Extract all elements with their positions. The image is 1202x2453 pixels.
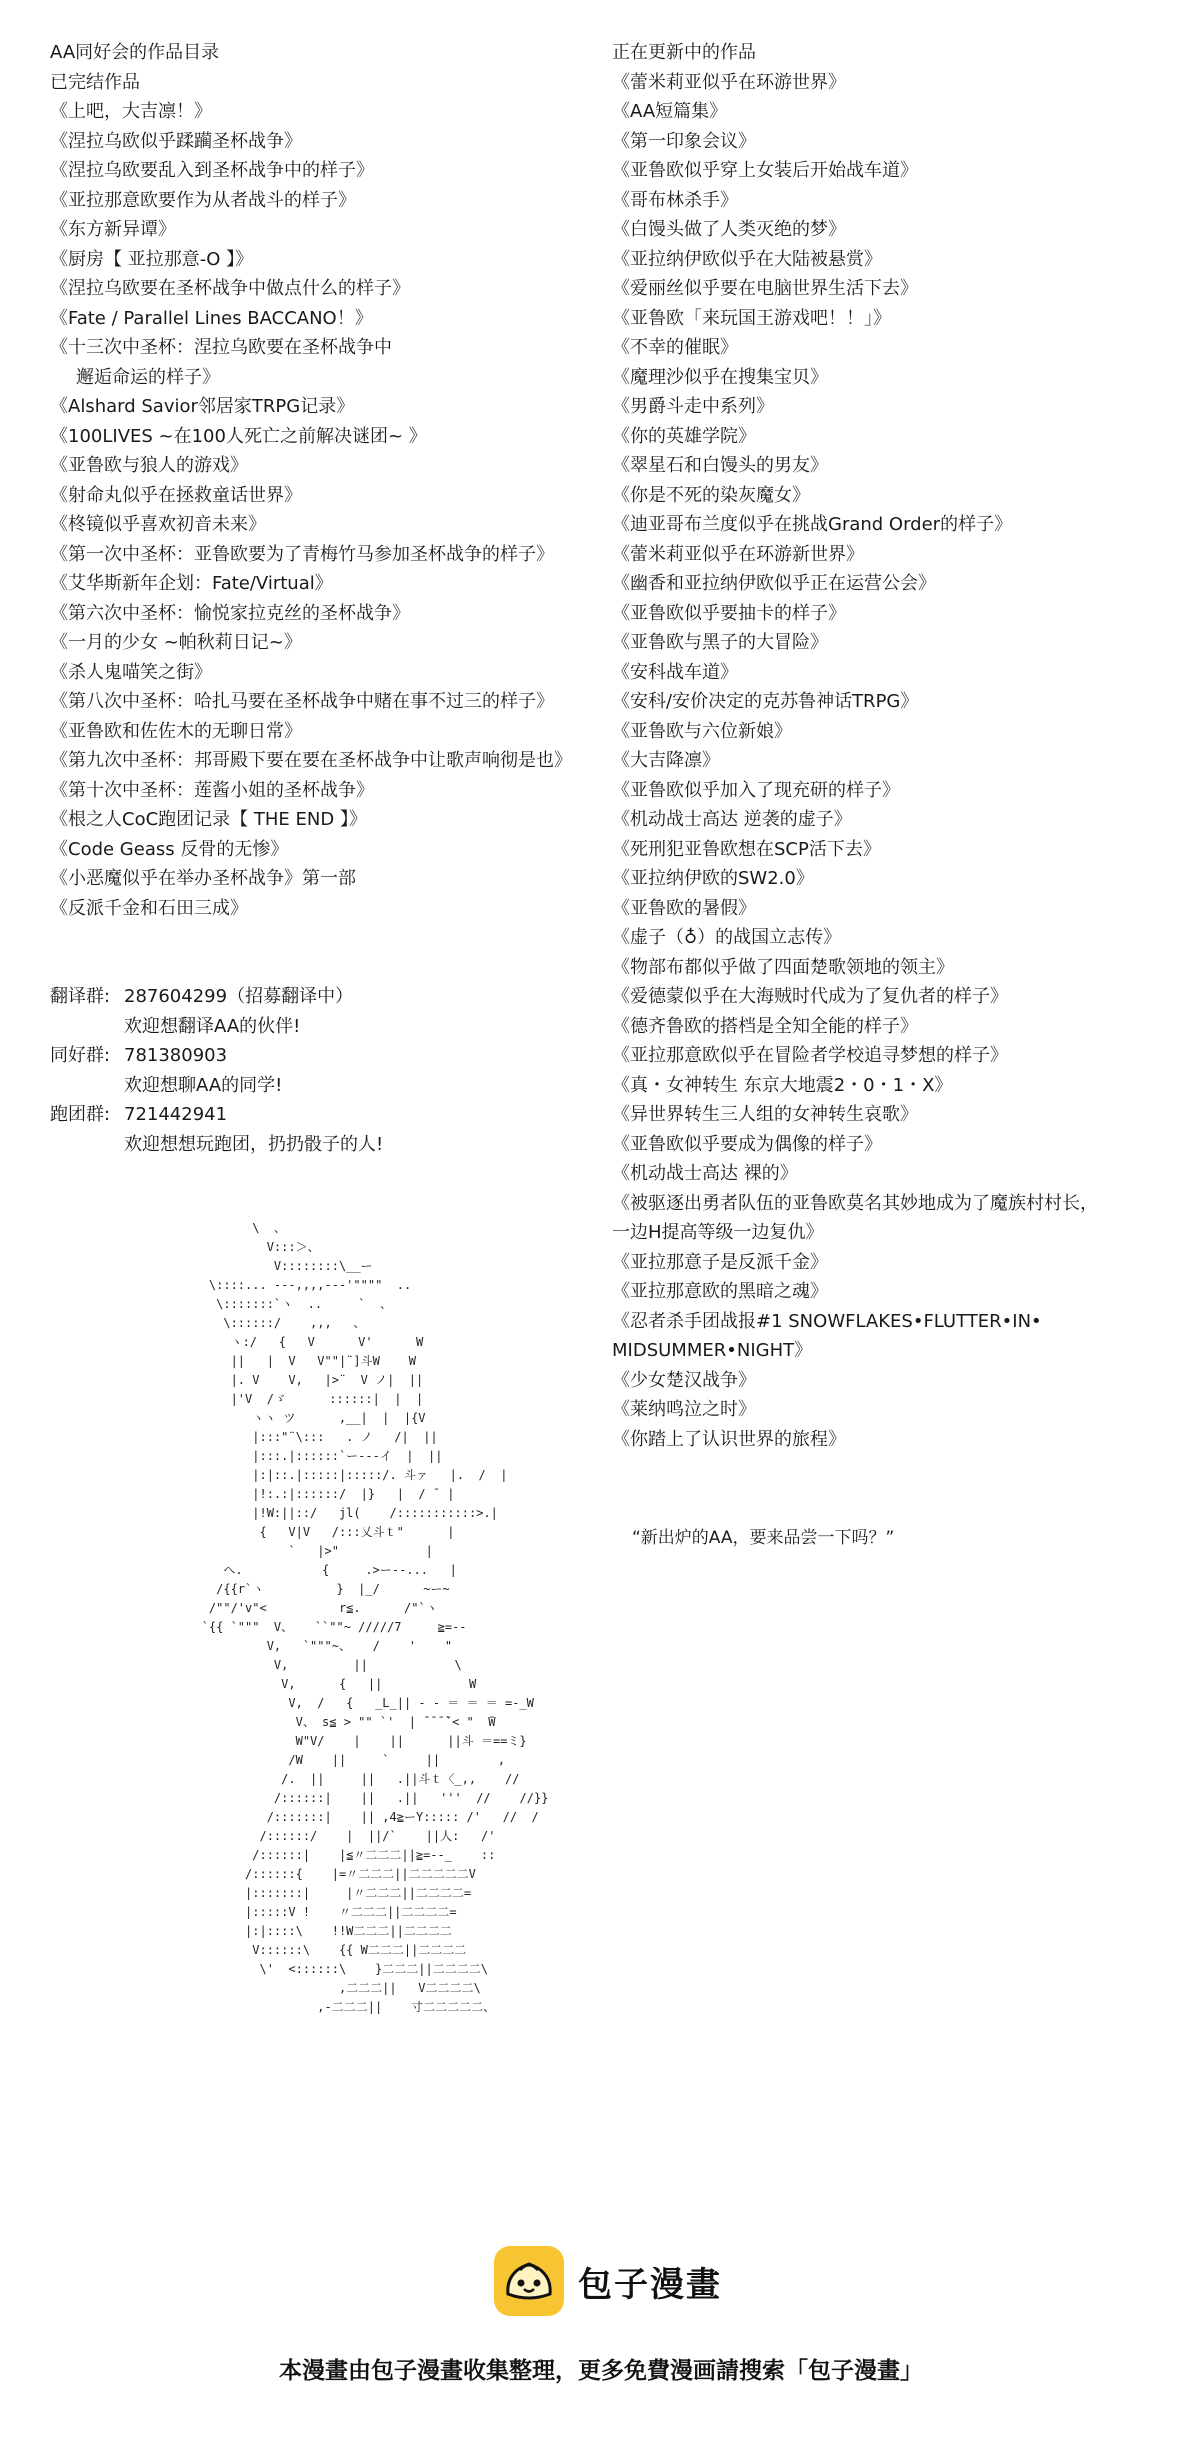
group-label: 同好群: bbox=[50, 1045, 111, 1066]
completed-work-item: 《亚拉那意欧要作为从者战斗的样子》 bbox=[50, 189, 356, 211]
speech-quote: “新出炉的AA，要来品尝一下吗？” bbox=[632, 1528, 895, 1548]
group-description: 欢迎想翻译AA的伙伴! bbox=[124, 1015, 301, 1037]
ascii-art-line: |. V V, |>¨ V ノ| || bbox=[180, 1373, 424, 1387]
completed-work-item: 《小恶魔似乎在举办圣杯战争》第一部 bbox=[50, 868, 356, 889]
ascii-art-line: W"V/ | || ||斗 ＝==ミ} bbox=[180, 1734, 527, 1748]
completed-section-title: 已完结作品 bbox=[50, 71, 140, 93]
ongoing-work-item: 《亚拉纳伊欧的SW2.0》 bbox=[612, 868, 814, 889]
group-row bbox=[50, 982, 383, 1012]
completed-work-item: 《上吧，大吉凛！》 bbox=[50, 101, 212, 122]
ongoing-work-item: 《亚拉纳伊欧似乎在大陆被悬赏》 bbox=[612, 248, 882, 270]
group-number[interactable]: 287604299（招募翻译中） bbox=[124, 986, 354, 1007]
ongoing-work-item: 《德齐鲁欧的搭档是全知全能的样子》 bbox=[612, 1015, 918, 1037]
ongoing-work-item: 《亚鲁欧似乎穿上女装后开始战车道》 bbox=[612, 160, 918, 181]
ascii-art-line: /:::::::| || ,4≧ーY::::: /' // / bbox=[180, 1810, 539, 1824]
ascii-art-line: V:::＞、 bbox=[180, 1240, 320, 1254]
completed-work-item: 《涅拉乌欧似乎蹂躏圣杯战争》 bbox=[50, 130, 302, 152]
ascii-art-line: V, || \ bbox=[180, 1658, 462, 1672]
ongoing-work-item: 《蕾米莉亚似乎在环游世界》 bbox=[612, 71, 846, 93]
ascii-art-line: V、 s≦ > "" `' | ̄ ̄ ̄ ̄`< " ̄W bbox=[180, 1715, 496, 1729]
completed-work-item: 《涅拉乌欧要在圣杯战争中做点什么的样子》 bbox=[50, 278, 410, 299]
completed-work-item: 《第九次中圣杯：邦哥殿下要在要在圣杯战争中让歌声响彻是也》 bbox=[50, 750, 572, 771]
ascii-art-line: ヽヽ ツ ,__| | |{V bbox=[180, 1411, 426, 1425]
catalog-title: AA同好会的作品目录 bbox=[50, 42, 220, 63]
group-description: 欢迎想聊AA的同学! bbox=[124, 1074, 283, 1096]
group-label: 翻译群: bbox=[50, 986, 111, 1007]
completed-work-item: 《射命丸似乎在拯救童话世界》 bbox=[50, 484, 302, 506]
ascii-art-line: /""/'v"< r≦. /"`ヽ bbox=[180, 1601, 438, 1615]
ascii-art-line: /. || || .||斗ｔ〈_,, // bbox=[180, 1772, 520, 1786]
ascii-art-line: \:::::::`ヽ .. ` 、 bbox=[180, 1297, 392, 1311]
ascii-art-illustration bbox=[180, 1218, 570, 2038]
completed-work-item: 《一月的少女 ~帕秋莉日记~》 bbox=[50, 632, 302, 653]
completed-work-item: 《Alshard Savior邻居家TRPG记录》 bbox=[50, 396, 355, 417]
ongoing-work-item: 《翠星石和白馒头的男友》 bbox=[612, 455, 828, 476]
completed-work-item: 《十三次中圣杯：涅拉乌欧要在圣杯战争中 bbox=[50, 337, 392, 358]
ongoing-work-item: 《第一印象会议》 bbox=[612, 130, 756, 152]
group-desc-row bbox=[50, 1012, 383, 1042]
ascii-art-line: \ 、 bbox=[180, 1221, 286, 1235]
completed-work-item: 《Code Geass 反骨的无惨》 bbox=[50, 838, 289, 860]
ongoing-work-item: 《机动战士高达 逆袭的虚子》 bbox=[612, 809, 852, 830]
ascii-art-line: |:::::::| |〃二二二||二二二二= bbox=[180, 1886, 472, 1900]
footer-logo[interactable] bbox=[494, 2246, 722, 2316]
group-desc-row bbox=[50, 1130, 383, 1160]
ascii-art-line: V, `"""~、 / ' " bbox=[180, 1639, 453, 1653]
ongoing-work-item: 《亚鲁欧与黑子的大冒险》 bbox=[612, 632, 828, 653]
completed-work-item: 《东方新异谭》 bbox=[50, 219, 176, 240]
ongoing-work-item: 《异世界转生三人组的女神转生哀歌》 bbox=[612, 1104, 918, 1125]
ongoing-work-item: 《死刑犯亚鲁欧想在SCP活下去》 bbox=[612, 838, 881, 860]
ongoing-work-item: 《男爵斗走中系列》 bbox=[612, 396, 774, 417]
completed-work-item: 《厨房【 亚拉那意-O 】》 bbox=[50, 248, 254, 270]
completed-work-item: 《100LIVES ~在100人死亡之前解决谜团~ 》 bbox=[50, 425, 427, 447]
completed-work-item: 《第一次中圣杯：亚鲁欧要为了青梅竹马参加圣杯战争的样子》 bbox=[50, 543, 554, 565]
completed-work-item: 《反派千金和石田三成》 bbox=[50, 897, 248, 919]
completed-work-item: 《第八次中圣杯：哈扎马要在圣杯战争中赌在事不过三的样子》 bbox=[50, 691, 554, 712]
ongoing-work-item: 《白馒头做了人类灭绝的梦》 bbox=[612, 219, 846, 240]
ascii-art-line: |:::.|::::::`ー‐‐‐イ | || bbox=[180, 1449, 443, 1463]
completed-work-item: 《第十次中圣杯：莲酱小姐的圣杯战争》 bbox=[50, 779, 374, 801]
ongoing-work-item: 《魔理沙似乎在搜集宝贝》 bbox=[612, 366, 828, 388]
ongoing-work-item: 《迪亚哥布兰度似乎在挑战Grand Order的样子》 bbox=[612, 514, 1013, 535]
ascii-art-line: /::::::| |≦〃二二二||≧=--_ :: bbox=[180, 1848, 496, 1862]
ascii-art-line: |:::"¨\::: . ノ /| || bbox=[180, 1430, 438, 1444]
completed-works-column bbox=[50, 38, 605, 923]
ongoing-work-item: 《AA短篇集》 bbox=[612, 101, 728, 122]
ongoing-work-item: 《爱德蒙似乎在大海贼时代成为了复仇者的样子》 bbox=[612, 986, 1008, 1007]
group-row bbox=[50, 1100, 383, 1130]
completed-work-item: 《亚鲁欧与狼人的游戏》 bbox=[50, 455, 248, 476]
ongoing-work-item: 《亚鲁欧似乎加入了现充研的样子》 bbox=[612, 779, 900, 801]
ongoing-work-item: 《亚拉那意欧似乎在冒险者学校追寻梦想的样子》 bbox=[612, 1045, 1008, 1066]
completed-work-item: 《涅拉乌欧要乱入到圣杯战争中的样子》 bbox=[50, 160, 374, 181]
completed-work-item: 《第六次中圣杯：愉悦家拉克丝的圣杯战争》 bbox=[50, 602, 410, 624]
group-label: 跑团群: bbox=[50, 1104, 111, 1125]
ascii-art-line: \::::... -‐‐,,,,---'"""" .. bbox=[180, 1278, 412, 1292]
ascii-art-line: ヽ:/ { V V' W bbox=[180, 1335, 424, 1349]
ongoing-work-item: 《莱纳鸣泣之时》 bbox=[612, 1399, 756, 1420]
ongoing-work-item: 《安科/安价决定的克苏鲁神话TRPG》 bbox=[612, 691, 919, 712]
ascii-art-line: { V|V /:::乂斗ｔ" | bbox=[180, 1525, 455, 1539]
ascii-art-line: /W || ` || , bbox=[180, 1753, 506, 1767]
group-number[interactable]: 781380903 bbox=[124, 1045, 228, 1066]
ascii-art-line: `{{ `""" V、 ``""~ /////7 ≧=-- bbox=[180, 1620, 467, 1634]
ascii-art-line: へ. { .>ー--... | bbox=[180, 1563, 457, 1577]
ongoing-work-item: 《爱丽丝似乎要在电脑世界生活下去》 bbox=[612, 278, 918, 299]
ongoing-work-item: 《你的英雄学院》 bbox=[612, 425, 756, 447]
ongoing-work-item: 一边H提高等级一边复仇》 bbox=[612, 1222, 824, 1243]
ongoing-work-item: 《少女楚汉战争》 bbox=[612, 1369, 756, 1391]
ascii-art-line: \' <::::::\ }二二二||二二二二\ bbox=[180, 1962, 488, 1976]
ongoing-work-item: 《安科战车道》 bbox=[612, 661, 738, 683]
ascii-art-line: V, { || W bbox=[180, 1677, 477, 1691]
ascii-art-line: |:::::V ! 〃二二二||二二二二= bbox=[180, 1905, 457, 1919]
ascii-art-line: V::::::\ {{ W二二二||二二二二 bbox=[180, 1943, 467, 1957]
ascii-art-line: \::::::/ ,,, 、 bbox=[180, 1316, 366, 1330]
ongoing-work-item: 《亚拉那意子是反派千金》 bbox=[612, 1251, 828, 1273]
ascii-art-line: |'V /ゞ ::::::| | | bbox=[180, 1392, 424, 1406]
ascii-art-line: |!:.:|::::::/ |} | / ̄ | bbox=[180, 1487, 455, 1501]
group-contact-list bbox=[50, 982, 383, 1159]
group-description: 欢迎想想玩跑团，扔扔骰子的人! bbox=[124, 1133, 384, 1155]
ascii-art-line: |!W:||::/ jl( /:::::::::::>.| bbox=[180, 1506, 498, 1520]
ascii-art-line: V, / { _L_|| - - ＝ ＝ ＝ =-_W bbox=[180, 1696, 534, 1710]
group-desc-row bbox=[50, 1071, 383, 1101]
ongoing-work-item: 《大吉降凛》 bbox=[612, 750, 720, 771]
ongoing-work-item: 《蕾米莉亚似乎在环游新世界》 bbox=[612, 543, 864, 565]
completed-work-item: 《根之人CoC跑团记录【 THE END 】》 bbox=[50, 809, 367, 830]
bun-logo-icon bbox=[494, 2246, 564, 2316]
footer-notice: 本漫畫由包子漫畫收集整理，更多免費漫画請搜索「包子漫畫」 bbox=[279, 2358, 923, 2384]
ongoing-work-item: 《真・女神转生 东京大地震2・0・1・X》 bbox=[612, 1074, 953, 1096]
completed-work-item: 《艾华斯新年企划：Fate/Virtual》 bbox=[50, 573, 333, 594]
ascii-art-line: V::::::::\__ー bbox=[180, 1259, 373, 1273]
ongoing-work-item: 《机动战士高达 裸的》 bbox=[612, 1163, 798, 1184]
ongoing-work-item: 《忍者杀手团战报#1 SNOWFLAKES•FLUTTER•IN• bbox=[612, 1310, 1042, 1332]
ascii-art-line: ` |>" | bbox=[180, 1544, 433, 1558]
ongoing-work-item: MIDSUMMER•NIGHT》 bbox=[612, 1340, 813, 1361]
completed-work-item: 《杀人鬼喵笑之街》 bbox=[50, 661, 212, 683]
ongoing-work-item: 《物部布都似乎做了四面楚歌领地的领主》 bbox=[612, 956, 954, 978]
ongoing-works-column bbox=[612, 38, 1172, 1454]
ongoing-work-item: 《虚子（♁）的战国立志传》 bbox=[612, 927, 842, 948]
ongoing-work-item: 《哥布林杀手》 bbox=[612, 189, 738, 211]
completed-work-item: 《Fate / Parallel Lines BACCANO！》 bbox=[50, 307, 373, 329]
ascii-art-line: /::::::{ |=〃二二二||二二二二二V bbox=[180, 1867, 476, 1881]
ascii-art-line: ,-二二二|| 寸二二二二二、 bbox=[180, 2000, 496, 2014]
ascii-art-line: /{{r`ヽ } |_/ ~ー~ bbox=[180, 1582, 450, 1596]
completed-work-item: 《柊镜似乎喜欢初音未来》 bbox=[50, 514, 266, 535]
ascii-art-line: || | V V""|¨]斗W W bbox=[180, 1354, 416, 1368]
completed-work-item: 邂逅命运的样子》 bbox=[76, 366, 220, 388]
ongoing-work-item: 《亚鲁欧似乎要抽卡的样子》 bbox=[612, 602, 846, 624]
ascii-art-line: |:|::::\ !!W二二二||二二二二 bbox=[180, 1924, 452, 1938]
ongoing-work-item: 《不幸的催眠》 bbox=[612, 337, 738, 358]
ongoing-work-item: 《幽香和亚拉纳伊欧似乎正在运营公会》 bbox=[612, 573, 936, 594]
ascii-art-line: /::::::/ | ||/` ||人: /' bbox=[180, 1829, 496, 1843]
ongoing-work-item: 《亚鲁欧与六位新娘》 bbox=[612, 720, 792, 742]
ongoing-work-item: 《被驱逐出勇者队伍的亚鲁欧莫名其妙地成为了魔族村村长， bbox=[612, 1192, 1098, 1214]
ongoing-section-title: 正在更新中的作品 bbox=[612, 42, 756, 63]
ongoing-work-item: 《你踏上了认识世界的旅程》 bbox=[612, 1428, 846, 1450]
ascii-art-line: |:|::.|:::::|:::::/. 斗ァ |. / | bbox=[180, 1468, 508, 1482]
completed-work-item: 《亚鲁欧和佐佐木的无聊日常》 bbox=[50, 720, 302, 742]
ascii-art-line: ,二二二|| V二二二二\ bbox=[180, 1981, 481, 1995]
ascii-art-line: /::::::| || .|| ''' // //}} bbox=[180, 1791, 549, 1805]
ongoing-work-item: 《亚拉那意欧的黑暗之魂》 bbox=[612, 1281, 828, 1302]
ongoing-work-item: 《亚鲁欧的暑假》 bbox=[612, 897, 756, 919]
group-number[interactable]: 721442941 bbox=[124, 1104, 228, 1125]
group-row bbox=[50, 1041, 383, 1071]
ongoing-work-item: 《你是不死的染灰魔女》 bbox=[612, 484, 810, 506]
ongoing-work-item: 《亚鲁欧似乎要成为偶像的样子》 bbox=[612, 1133, 882, 1155]
ongoing-work-item: 《亚鲁欧「来玩国王游戏吧！！」》 bbox=[612, 307, 891, 329]
brand-name: 包子漫畫 bbox=[578, 2264, 722, 2305]
